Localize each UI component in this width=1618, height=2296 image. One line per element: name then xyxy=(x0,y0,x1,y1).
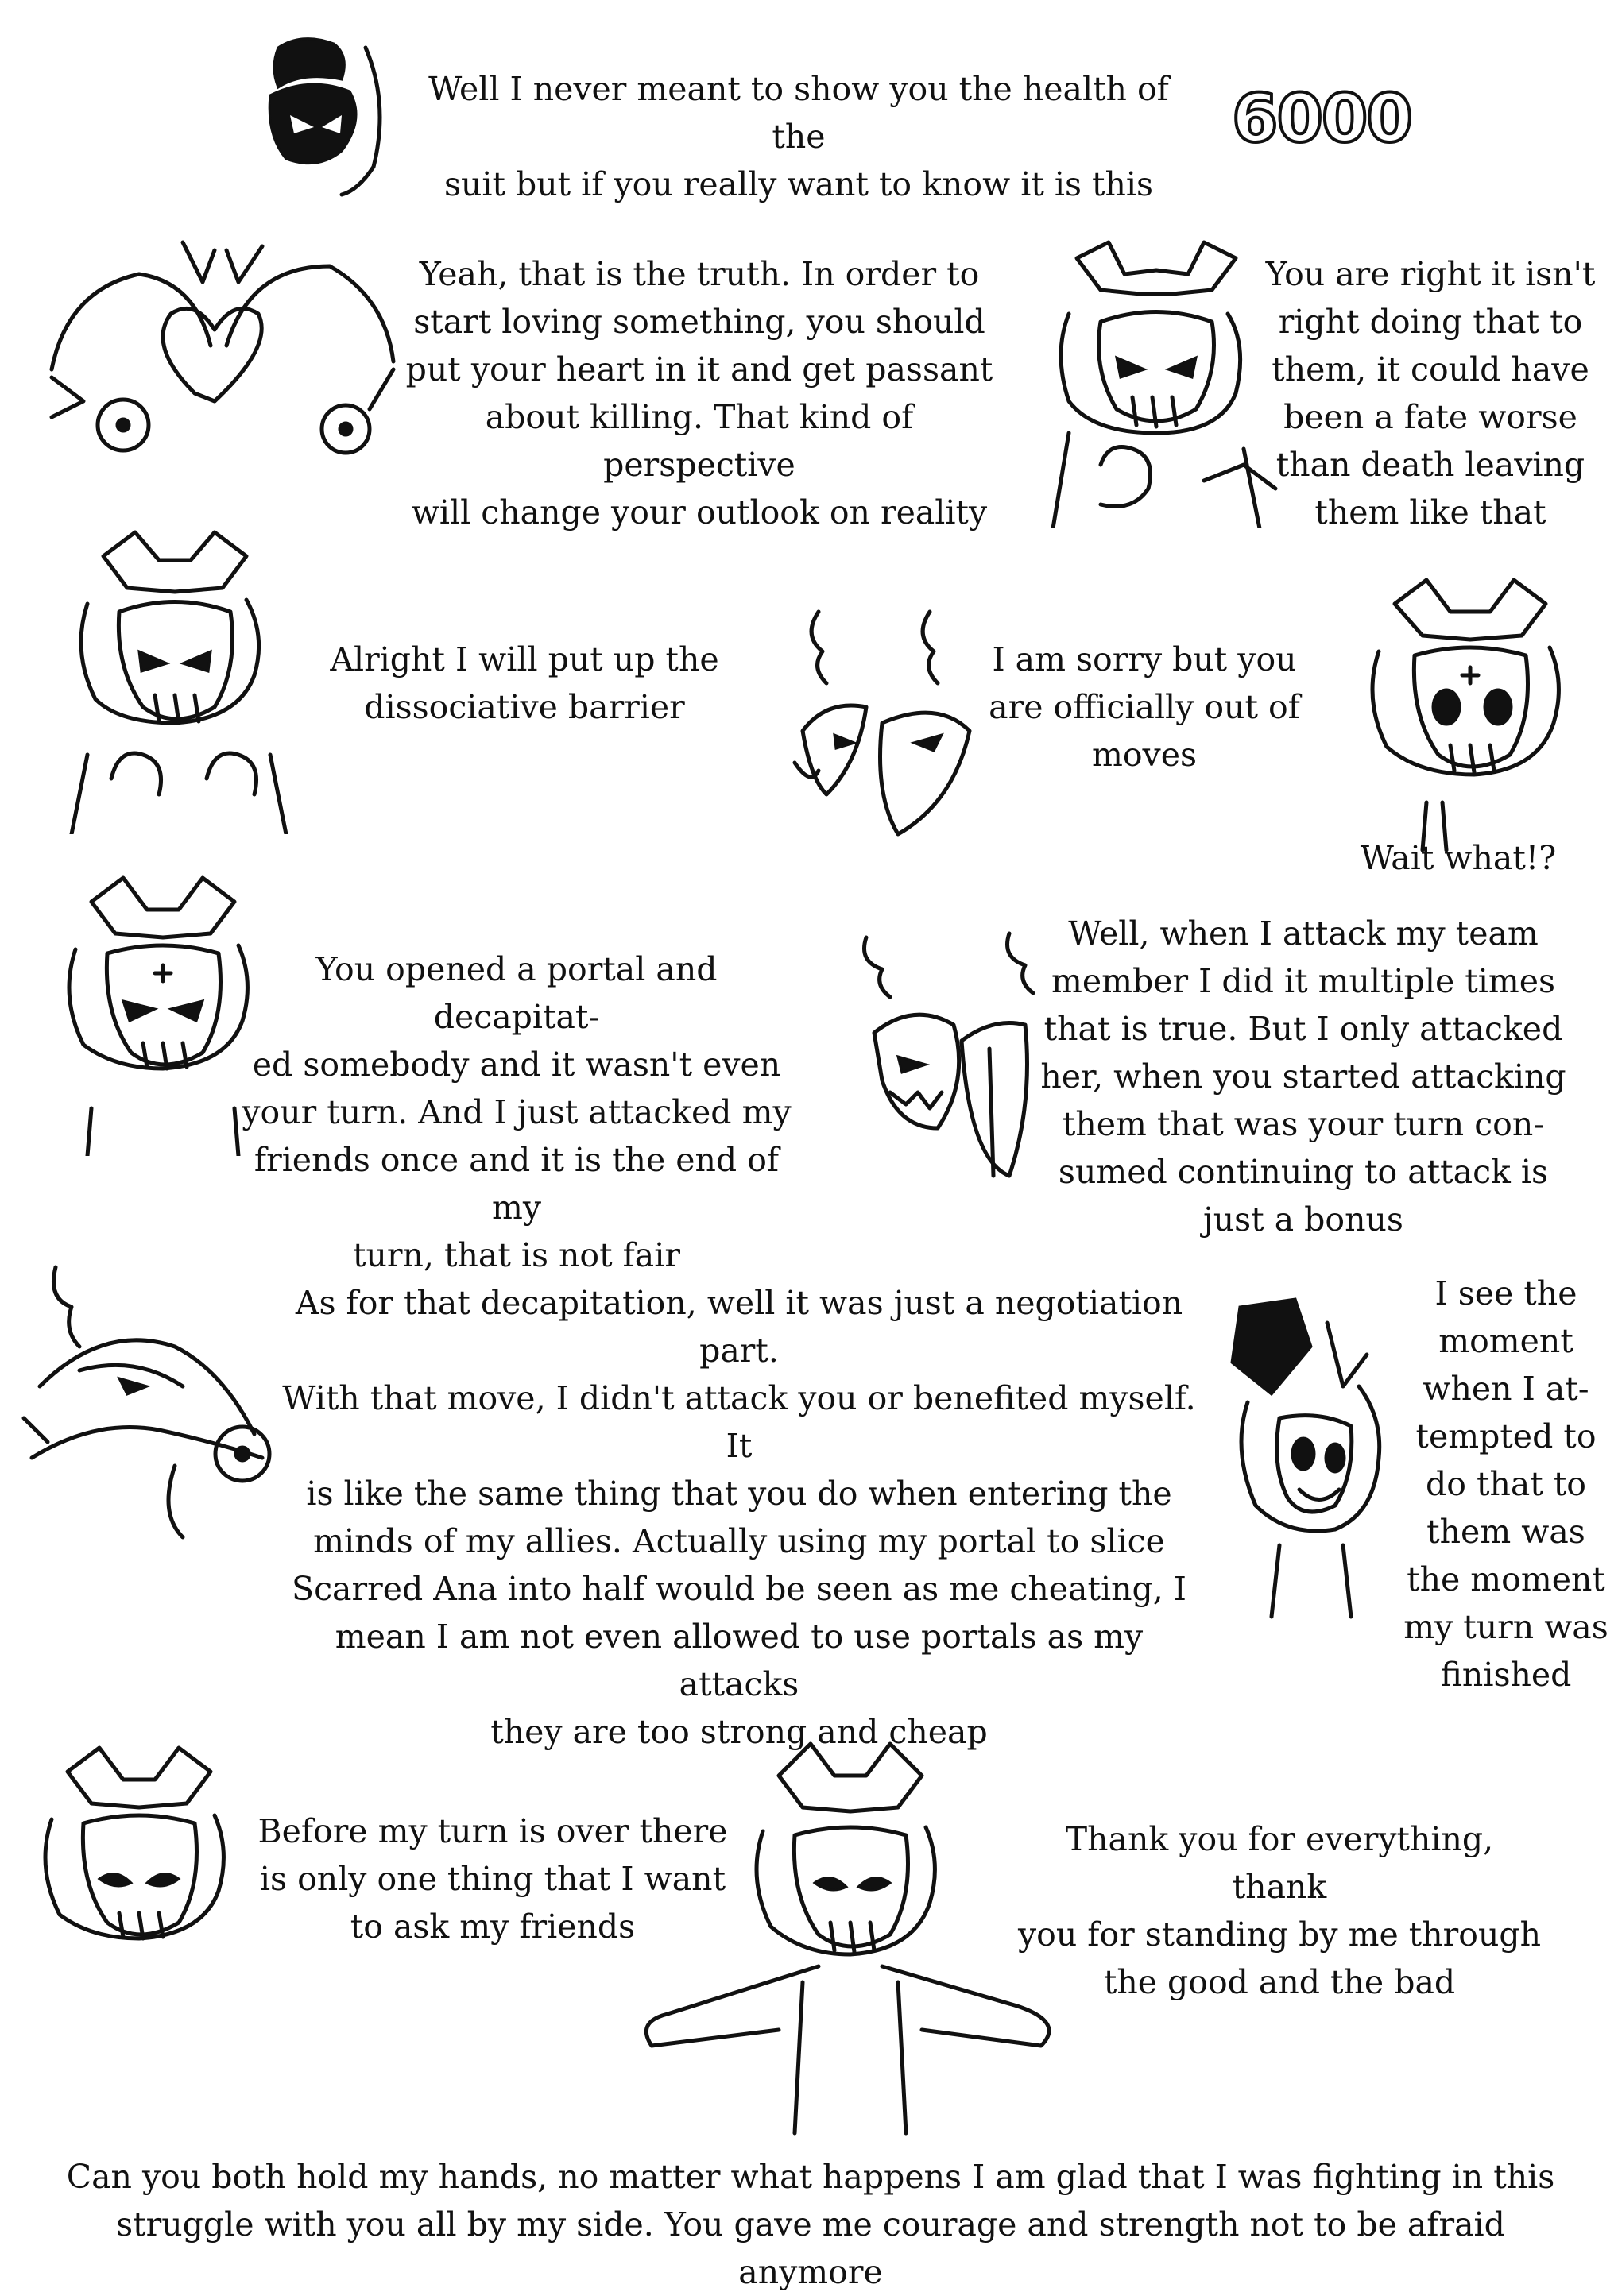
dialogue-health-reveal: Well I never meant to show you the health of the suit but if you really want to know it is this xyxy=(428,70,1169,203)
dialogue-ask-friends: Before my turn is over there is only one thing that I want to ask my friends xyxy=(257,1812,728,1946)
dialogue-team-attack: Well, when I attack my team member I did it multiple times that is true. But I only attacked her, when you started attacking them that was your turn con- sumed continuing to attack is just a bonus xyxy=(1040,914,1566,1239)
dark-mask-character-icon xyxy=(254,32,397,199)
dialogue-hold-hands: Can you both hold my hands, no matter what happens I am glad that I was fighting in this struggle with you all by my side. You gave me courage and strength not to be afraid anymore xyxy=(66,2158,1555,2291)
dark-haired-character-icon xyxy=(1208,1291,1399,1625)
health-counter: 6000 xyxy=(1232,79,1411,157)
masked-character-barrier-icon xyxy=(48,516,302,834)
dialogue-not-fair: You opened a portal and decapitat- ed somebody and it wasn't even your turn. And I just attacked my friends once and it is the end of my turn, that is not fair xyxy=(242,950,792,1274)
dialogue-wait-what: Wait what!? xyxy=(1360,839,1557,877)
outstretched-arms-character-icon xyxy=(620,1728,1081,2141)
dialogue-decapitation: As for that decapitation, well it was just a negotiation part. With that move, I didn't attack you or benefited myself. It is like the same thing that you do when entering the minds of my allies. Actually using my portal to slice Scarred Ana into half would be seen as me cheating, I mean I am not even allowed to use portals as my attacks they are too strong and cheap xyxy=(282,1284,1196,1751)
dialogue-out-of-moves: I am sorry but you are officially out of moves xyxy=(989,640,1300,774)
angry-demon-icon xyxy=(779,604,985,850)
surprised-masked-character-icon xyxy=(1347,564,1593,858)
happy-masked-character-icon xyxy=(20,1732,258,2026)
portal-character-icon xyxy=(16,1259,294,1545)
dialogue-perspective: Yeah, that is the truth. In order to start loving something, you should put your heart in it and get passant about killing. That kind of perspective will change your outlook on reality xyxy=(405,255,993,531)
dialogue-turn-finished: I see the moment when I at- tempted to do that to them was the moment my turn was finished xyxy=(1403,1274,1608,1694)
dialogue-barrier: Alright I will put up the dissociative barrier xyxy=(330,640,719,726)
dialogue-fate-worse: You are right it isn't right doing that to them, it could have been a fate worse than death leaving them like that xyxy=(1265,255,1596,531)
dialogue-thank-you: Thank you for everything, thank you for standing by me through the good and the bad xyxy=(1017,1820,1542,2001)
heart-hands-character-icon xyxy=(36,226,401,465)
masked-character-raising-hand-icon xyxy=(1021,226,1291,528)
